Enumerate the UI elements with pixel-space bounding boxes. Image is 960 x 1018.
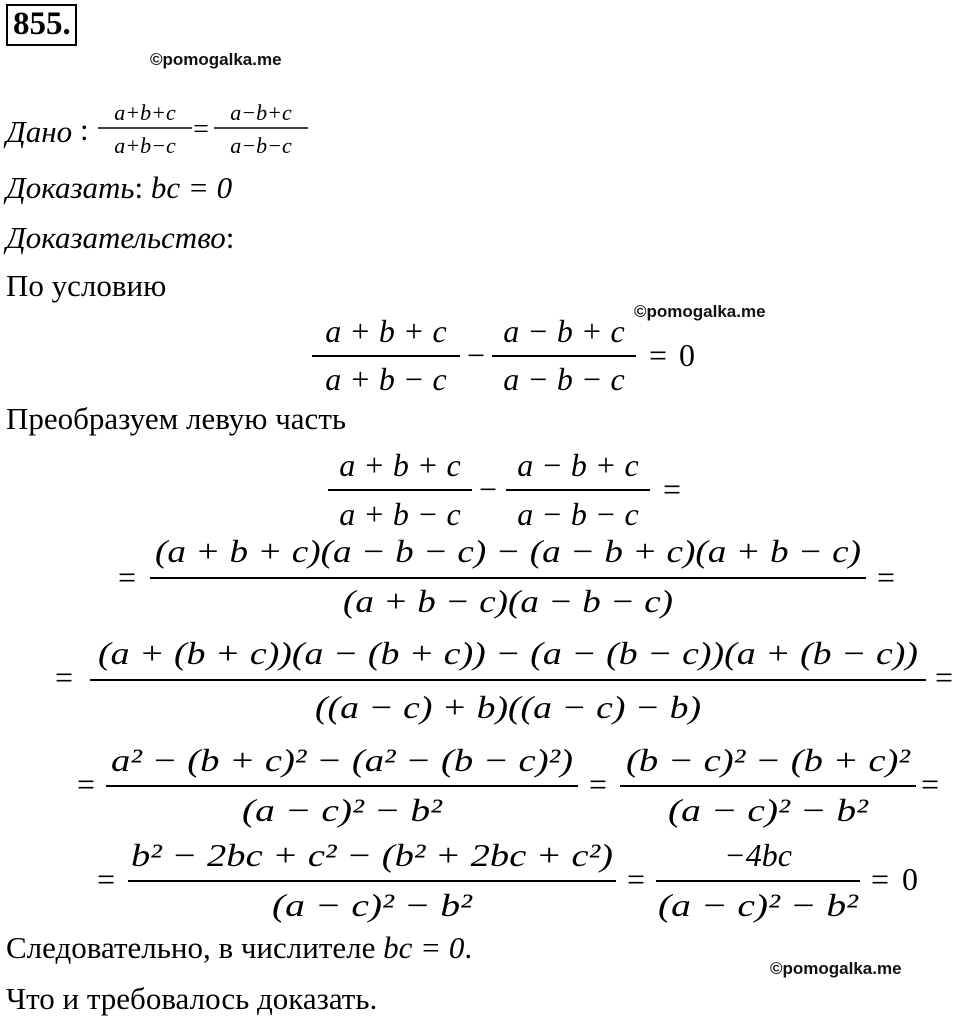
numerator: a + b + c bbox=[325, 313, 447, 349]
numerator: (a + (b + c))(a − (b + c)) − (a − (b − c))(a + (b − c)) bbox=[98, 635, 919, 671]
given-lhs-numerator: a+b+c bbox=[114, 100, 176, 125]
conclusion-text: Следовательно, в числителе bbox=[6, 930, 384, 965]
numerator: (b − c)² − (b + c)² bbox=[626, 742, 912, 778]
equals-sign: = bbox=[870, 861, 890, 897]
numerator: a² − (b + c)² − (a² − (b − c)²) bbox=[111, 742, 573, 778]
minus-sign: − bbox=[466, 337, 486, 373]
watermark: ©pomogalka.me bbox=[150, 50, 282, 69]
numerator: a − b + c bbox=[517, 447, 639, 483]
conclusion-line bbox=[6, 932, 472, 963]
conclusion-period: . bbox=[464, 930, 473, 965]
denominator: (a − c)² − b² bbox=[272, 887, 474, 923]
numerator: (a + b + c)(a − b − c) − (a − b + c)(a + b − c) bbox=[155, 533, 861, 569]
watermark: ©pomogalka.me bbox=[770, 959, 902, 978]
watermark: ©pomogalka.me bbox=[634, 302, 766, 321]
equals-sign: = bbox=[117, 559, 137, 595]
prove-colon: : bbox=[134, 170, 144, 205]
equals-sign: = bbox=[876, 559, 896, 595]
text-transform-left: Преобразуем левую часть bbox=[6, 401, 347, 436]
numerator: −4bc bbox=[724, 837, 792, 873]
equals-sign: = bbox=[934, 659, 954, 695]
step-3-expression bbox=[70, 737, 950, 833]
zero: 0 bbox=[902, 861, 918, 897]
given-lhs-denominator: a+b−c bbox=[114, 133, 176, 158]
qed-text: Что и требовалось доказать. bbox=[6, 981, 378, 1016]
step-4-expression bbox=[90, 832, 930, 928]
denominator: ((a − c) + b)((a − c) − b) bbox=[315, 689, 701, 725]
minus-sign: − bbox=[478, 471, 498, 507]
text-by-condition: По условию bbox=[6, 268, 167, 303]
denominator: a + b − c bbox=[325, 361, 447, 397]
numerator: b² − 2bc + c² − (b² + 2bc + c²) bbox=[131, 837, 613, 873]
equals-sign: = bbox=[588, 766, 608, 802]
equals-sign: = bbox=[626, 861, 646, 897]
equals-sign: = bbox=[662, 471, 682, 507]
numerator: a + b + c bbox=[339, 447, 461, 483]
given-equation bbox=[90, 96, 320, 166]
equals-sign: = bbox=[648, 337, 668, 373]
equals-sign: = bbox=[920, 766, 940, 802]
left-side-expression bbox=[316, 440, 696, 540]
denominator: a − b − c bbox=[517, 496, 639, 532]
equals-sign: = bbox=[193, 114, 209, 145]
problem-number: 855. bbox=[6, 4, 77, 46]
prove-label: Доказать bbox=[6, 170, 135, 205]
given-label: Дано bbox=[6, 114, 73, 149]
denominator: (a − c)² − b² bbox=[668, 792, 870, 828]
prove-line bbox=[6, 172, 232, 203]
prove-statement: bc = 0 bbox=[150, 170, 233, 205]
given-rhs-numerator: a−b+c bbox=[230, 100, 292, 125]
denominator: a + b − c bbox=[339, 496, 461, 532]
given-rhs-denominator: a−b−c bbox=[230, 133, 292, 158]
denominator: (a + b − c)(a − b − c) bbox=[343, 583, 673, 619]
proof-label: Доказательство bbox=[6, 220, 226, 255]
given-colon: : bbox=[80, 112, 89, 147]
step-2-expression bbox=[46, 630, 960, 730]
denominator: (a − c)² − b² bbox=[242, 792, 444, 828]
denominator: (a − c)² − b² bbox=[658, 887, 860, 923]
equals-sign: = bbox=[96, 861, 116, 897]
conclusion-math: bc = 0 bbox=[383, 930, 465, 965]
proof-colon: : bbox=[225, 220, 235, 255]
proof-line bbox=[6, 222, 234, 253]
equals-sign: = bbox=[76, 766, 96, 802]
zero: 0 bbox=[679, 337, 695, 373]
equals-sign: = bbox=[54, 659, 74, 695]
denominator: a − b − c bbox=[503, 361, 625, 397]
condition-equation bbox=[300, 304, 720, 404]
numerator: a − b + c bbox=[503, 313, 625, 349]
step-1-expression bbox=[110, 530, 910, 622]
